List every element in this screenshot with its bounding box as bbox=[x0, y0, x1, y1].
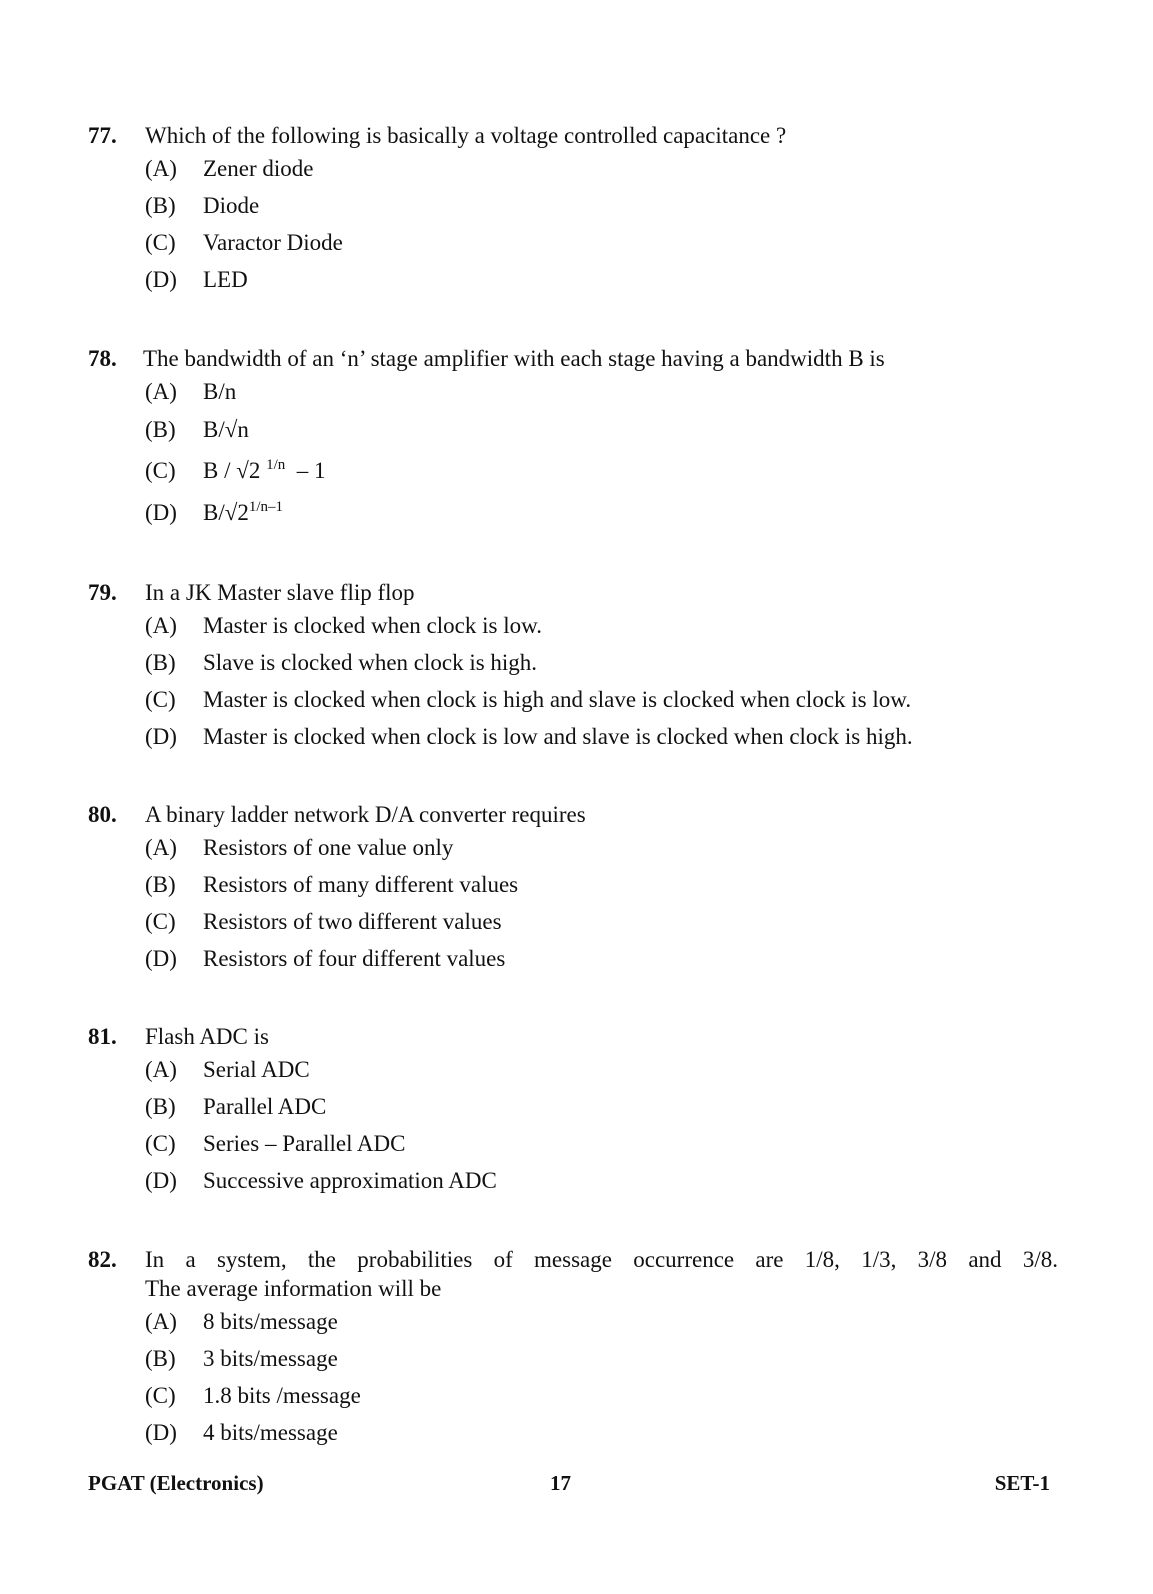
option-text: 3 bits/message bbox=[203, 1346, 338, 1371]
option-label: (C) bbox=[145, 909, 176, 934]
question-number: 81. bbox=[88, 1024, 117, 1049]
option-text: Varactor Diode bbox=[203, 230, 343, 255]
option-label: (B) bbox=[145, 650, 176, 675]
question-stem bbox=[88, 1245, 1058, 1303]
option-text-formula bbox=[203, 449, 326, 492]
option-label: (B) bbox=[145, 872, 176, 897]
option-a bbox=[145, 150, 1058, 187]
option-text: Resistors of four different values bbox=[203, 946, 506, 971]
option-label: (A) bbox=[145, 1309, 177, 1334]
question-number: 82. bbox=[88, 1247, 117, 1272]
option-a bbox=[145, 1303, 1058, 1340]
footer-page-number: 17 bbox=[550, 1471, 571, 1495]
option-c bbox=[145, 1377, 1058, 1414]
question-text: In a system, the probabilities of message occurrence are 1/8, 1/3, 3/8 and 3/8. bbox=[145, 1247, 1058, 1272]
question-number: 80. bbox=[88, 802, 117, 827]
option-text: 8 bits/message bbox=[203, 1309, 338, 1334]
option-label: (B) bbox=[145, 417, 176, 442]
option-a bbox=[145, 607, 1058, 644]
question-stem bbox=[88, 1022, 1058, 1051]
option-text: Successive approximation ADC bbox=[203, 1168, 497, 1193]
option-a bbox=[145, 829, 1058, 866]
option-label: (C) bbox=[145, 1131, 176, 1156]
question-79 bbox=[88, 578, 1058, 755]
option-text: B/n bbox=[203, 379, 237, 404]
formula-base: B / √2 bbox=[203, 458, 261, 483]
option-c bbox=[145, 449, 1058, 492]
option-label: (B) bbox=[145, 1346, 176, 1371]
question-text: The bandwidth of an ‘n’ stage amplifier with each stage having a bandwidth B is bbox=[143, 346, 885, 371]
option-c bbox=[145, 224, 1058, 261]
option-text: 4 bits/message bbox=[203, 1420, 338, 1445]
option-label: (C) bbox=[145, 1383, 176, 1408]
option-label: (D) bbox=[145, 946, 177, 971]
option-d bbox=[145, 261, 1058, 298]
question-number: 77. bbox=[88, 123, 117, 148]
option-b bbox=[145, 1088, 1058, 1125]
question-text-continued: The average information will be bbox=[145, 1276, 442, 1301]
option-c bbox=[145, 681, 1058, 718]
option-label: (D) bbox=[145, 724, 177, 749]
option-label: (D) bbox=[145, 267, 177, 292]
footer-exam-name: PGAT (Electronics) bbox=[88, 1471, 264, 1495]
question-text: In a JK Master slave flip flop bbox=[145, 580, 415, 605]
option-text: Resistors of two different values bbox=[203, 909, 502, 934]
option-label: (A) bbox=[145, 379, 177, 404]
option-label: (C) bbox=[145, 458, 176, 483]
option-text: Zener diode bbox=[203, 156, 314, 181]
option-label: (A) bbox=[145, 1057, 177, 1082]
option-label: (C) bbox=[145, 230, 176, 255]
option-c bbox=[145, 1125, 1058, 1162]
option-label: (D) bbox=[145, 1420, 177, 1445]
option-b bbox=[145, 1340, 1058, 1377]
question-78 bbox=[88, 344, 1058, 533]
option-text: Resistors of many different values bbox=[203, 872, 519, 897]
option-text: Parallel ADC bbox=[203, 1094, 327, 1119]
option-label: (A) bbox=[145, 156, 177, 181]
question-text: Flash ADC is bbox=[145, 1024, 269, 1049]
option-b bbox=[145, 644, 1058, 681]
option-d bbox=[145, 718, 1058, 755]
formula-exponent: 1/n bbox=[266, 457, 286, 473]
option-text: B/√n bbox=[203, 417, 249, 442]
option-text: Master is clocked when clock is low and slave is clocked when clock is high. bbox=[203, 724, 913, 749]
question-stem bbox=[88, 344, 1058, 373]
formula-exponent: 1/n–1 bbox=[248, 499, 284, 515]
question-82 bbox=[88, 1245, 1058, 1451]
question-80 bbox=[88, 800, 1058, 977]
question-stem bbox=[88, 578, 1058, 607]
option-b bbox=[145, 187, 1058, 224]
option-text: LED bbox=[203, 267, 248, 292]
option-d bbox=[145, 492, 1058, 533]
option-text: Series – Parallel ADC bbox=[203, 1131, 406, 1156]
option-text: Master is clocked when clock is high and slave is clocked when clock is low. bbox=[203, 687, 912, 712]
question-number: 78. bbox=[88, 346, 117, 371]
question-81 bbox=[88, 1022, 1058, 1199]
footer-set-label: SET-1 bbox=[994, 1471, 1050, 1495]
option-label: (A) bbox=[145, 835, 177, 860]
option-label: (A) bbox=[145, 613, 177, 638]
option-text: Diode bbox=[203, 193, 260, 218]
option-d bbox=[145, 1162, 1058, 1199]
option-label: (B) bbox=[145, 193, 176, 218]
option-d bbox=[145, 1414, 1058, 1451]
option-label: (B) bbox=[145, 1094, 176, 1119]
question-text: A binary ladder network D/A converter requires bbox=[145, 802, 586, 827]
option-d bbox=[145, 940, 1058, 977]
option-text: Resistors of one value only bbox=[203, 835, 454, 860]
option-label: (D) bbox=[145, 500, 177, 525]
option-label: (C) bbox=[145, 687, 176, 712]
option-a bbox=[145, 373, 1058, 410]
question-stem bbox=[88, 121, 1058, 150]
option-b bbox=[145, 866, 1058, 903]
option-label: (D) bbox=[145, 1168, 177, 1193]
option-text: 1.8 bits /message bbox=[203, 1383, 361, 1408]
formula-tail: – 1 bbox=[296, 458, 326, 483]
option-c bbox=[145, 903, 1058, 940]
formula-base: B/√2 bbox=[203, 500, 249, 525]
option-text: Slave is clocked when clock is high. bbox=[203, 650, 538, 675]
option-text: Master is clocked when clock is low. bbox=[203, 613, 542, 638]
question-stem bbox=[88, 800, 1058, 829]
option-text-formula bbox=[203, 492, 283, 533]
option-a bbox=[145, 1051, 1058, 1088]
question-77 bbox=[88, 121, 1058, 298]
option-b bbox=[145, 410, 1058, 449]
question-number: 79. bbox=[88, 580, 117, 605]
option-text: Serial ADC bbox=[203, 1057, 310, 1082]
question-text: Which of the following is basically a voltage controlled capacitance ? bbox=[145, 123, 787, 148]
